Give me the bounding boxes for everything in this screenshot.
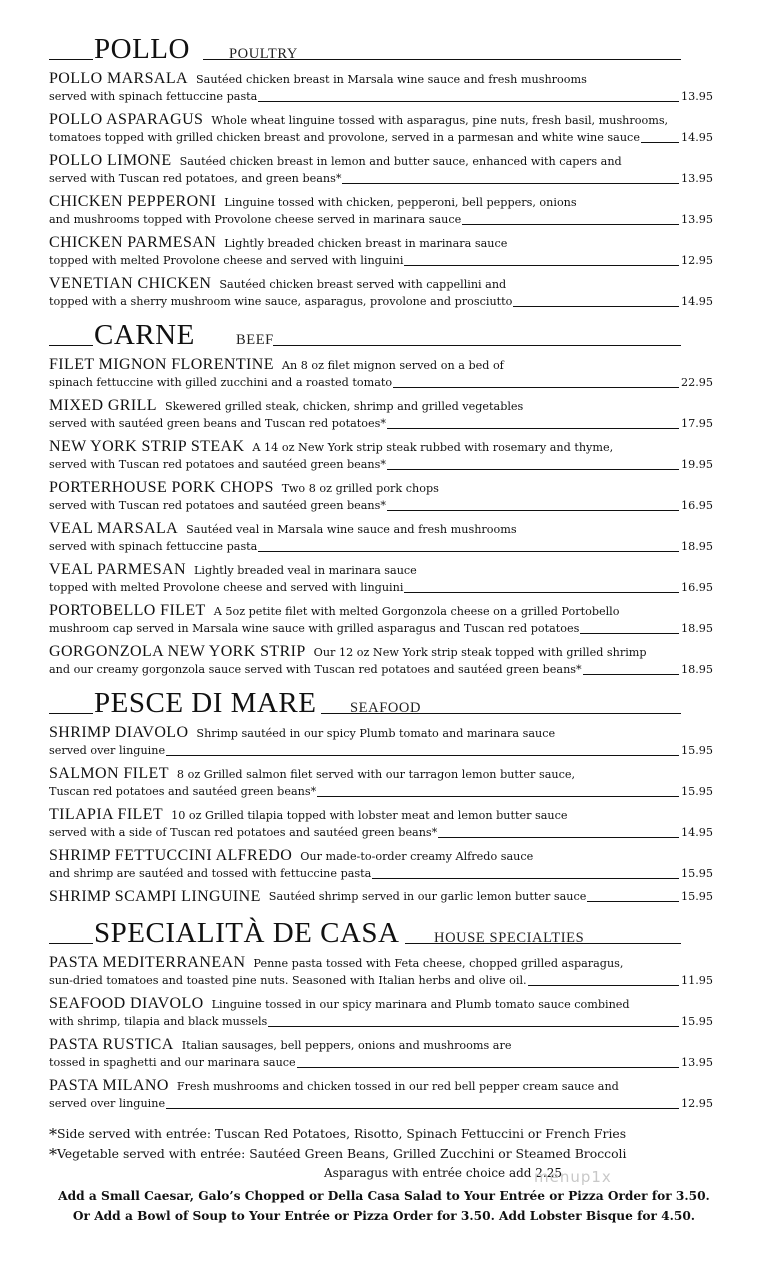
item-desc: Two 8 oz grilled pork chops — [281, 482, 439, 495]
item-price: 12.95 — [680, 1097, 713, 1110]
header-rule — [321, 713, 681, 714]
item-desc: and our creamy gorgonzola sauce served with Tuscan red potatoes and sautéed green beans* — [49, 663, 582, 676]
item-name: SALMON FILET — [49, 765, 169, 782]
menu-item — [49, 561, 713, 602]
menu-item — [49, 397, 713, 438]
item-price: 13.95 — [680, 172, 713, 185]
item-name: PASTA RUSTICA — [49, 1036, 174, 1053]
menu-item — [49, 234, 713, 275]
header-rule — [49, 59, 93, 60]
leader-line — [258, 551, 679, 552]
item-price: 13.95 — [680, 213, 713, 226]
item-name: SEAFOOD DIAVOLO — [49, 995, 204, 1012]
section-subtitle: POULTRY — [229, 46, 298, 62]
item-name: MIXED GRILL — [49, 397, 157, 414]
leader-line — [404, 265, 679, 266]
watermark: menup1x — [534, 1168, 612, 1186]
item-name: POLLO ASPARAGUS — [49, 111, 204, 128]
item-desc: Lightly breaded chicken breast in marinara sauce — [224, 237, 508, 250]
item-price: 14.95 — [680, 826, 713, 839]
header-rule — [49, 345, 93, 346]
item-desc: Linguine tossed with chicken, pepperoni, bell peppers, onions — [224, 196, 577, 209]
leader-line — [513, 306, 679, 307]
leader-line — [438, 837, 679, 838]
leader-line — [387, 428, 679, 429]
menu-item — [49, 438, 713, 479]
item-price: 11.95 — [680, 974, 713, 987]
item-desc: Our 12 oz New York strip steak topped with grilled shrimp — [313, 646, 647, 659]
item-desc: topped with melted Provolone cheese and served with linguini — [49, 254, 404, 267]
item-name: CHICKEN PARMESAN — [49, 234, 217, 251]
item-price: 12.95 — [680, 254, 713, 267]
leader-line — [297, 1067, 679, 1068]
section-header — [49, 30, 713, 66]
menu-item — [49, 602, 713, 643]
section-carne — [49, 316, 713, 684]
menu-item — [49, 995, 713, 1036]
item-price: 15.95 — [680, 1015, 713, 1028]
leader-line — [462, 224, 679, 225]
item-name: PORTERHOUSE PORK CHOPS — [49, 479, 274, 496]
leader-line — [387, 510, 679, 511]
item-name: SHRIMP SCAMPI LINGUINE — [49, 888, 261, 905]
leader-line — [528, 985, 679, 986]
section-title: CARNE — [94, 319, 195, 351]
item-price: 18.95 — [680, 622, 713, 635]
item-desc: Sautéed chicken breast served with cappellini and — [219, 278, 507, 291]
side-note — [49, 1124, 729, 1144]
item-name: VENETIAN CHICKEN — [49, 275, 212, 292]
menu-item — [49, 275, 713, 316]
leader-line — [166, 755, 679, 756]
menu-item — [49, 765, 713, 806]
item-desc: served with Tuscan red potatoes and sautéed green beans* — [49, 499, 386, 512]
salad-note: Add a Small Caesar, Galo’s Chopped or Della Casa Salad to Your Entrée or Pizza Order for 3.50. — [58, 1189, 710, 1203]
menu-item — [49, 1077, 713, 1118]
leader-line — [583, 674, 679, 675]
leader-line — [641, 142, 679, 143]
menu-item — [49, 70, 713, 111]
item-price: 16.95 — [680, 581, 713, 594]
item-desc: Shrimp sautéed in our spicy Plumb tomato and marinara sauce — [196, 727, 556, 740]
section-subtitle: HOUSE SPECIALTIES — [434, 930, 585, 946]
item-desc: Tuscan red potatoes and sautéed green beans* — [49, 785, 317, 798]
item-price: 14.95 — [680, 295, 713, 308]
leader-line — [387, 469, 679, 470]
vegetable-note — [49, 1144, 729, 1164]
side-note-text: Side served with entrée: Tuscan Red Potatoes, Risotto, Spinach Fettuccini or French Fries — [57, 1126, 627, 1141]
item-desc: 10 oz Grilled tilapia topped with lobster meat and lemon butter sauce — [171, 809, 568, 822]
item-desc: Linguine tossed in our spicy marinara and Plumb tomato sauce combined — [211, 998, 630, 1011]
footnotes — [49, 1124, 729, 1182]
section-specialita-de-casa — [49, 914, 713, 1118]
section-header — [49, 316, 713, 352]
leader-line — [166, 1108, 679, 1109]
item-name: VEAL MARSALA — [49, 520, 179, 537]
item-desc: topped with melted Provolone cheese and served with linguini — [49, 581, 404, 594]
item-desc: and shrimp are sautéed and tossed with fettuccine pasta — [49, 867, 372, 880]
item-name: POLLO LIMONE — [49, 152, 172, 169]
leader-line — [587, 901, 679, 902]
menu-item — [49, 954, 713, 995]
item-desc: 8 oz Grilled salmon filet served with our tarragon lemon butter sauce, — [176, 768, 576, 781]
item-desc: served over linguine — [49, 1097, 166, 1110]
header-rule — [273, 345, 681, 346]
menu-item — [49, 356, 713, 397]
item-desc: with shrimp, tilapia and black mussels — [49, 1015, 268, 1028]
item-name: POLLO MARSALA — [49, 70, 188, 87]
item-desc: topped with a sherry mushroom wine sauce, asparagus, provolone and prosciutto — [49, 295, 513, 308]
leader-line — [317, 796, 679, 797]
item-price: 22.95 — [680, 376, 713, 389]
item-price: 18.95 — [680, 540, 713, 553]
item-desc: tomatoes topped with grilled chicken breast and provolone, served in a parmesan and white wine sauce — [49, 131, 640, 144]
asparagus-note: Asparagus with entrée choice add 2.25 — [324, 1166, 563, 1180]
item-desc: Our made-to-order creamy Alfredo sauce — [300, 850, 534, 863]
item-desc: served with a side of Tuscan red potatoes and sautéed green beans* — [49, 826, 438, 839]
menu-item — [49, 520, 713, 561]
item-desc: served with sautéed green beans and Tuscan red potatoes* — [49, 417, 386, 430]
section-pesce-di-mare — [49, 684, 713, 916]
item-price: 16.95 — [680, 499, 713, 512]
item-desc: A 5oz petite filet with melted Gorgonzola cheese on a grilled Portobello — [213, 605, 620, 618]
item-desc: spinach fettuccine with gilled zucchini and a roasted tomato — [49, 376, 393, 389]
vegetable-note-text: Vegetable served with entrée: Sautéed Green Beans, Grilled Zucchini or Steamed Broccoli — [57, 1146, 627, 1161]
item-desc: Whole wheat linguine tossed with asparagus, pine nuts, fresh basil, mushrooms, — [211, 114, 669, 127]
leader-line — [372, 878, 679, 879]
section-subtitle: SEAFOOD — [350, 700, 422, 716]
menu-item — [49, 1036, 713, 1077]
item-price: 17.95 — [680, 417, 713, 430]
item-price: 18.95 — [680, 663, 713, 676]
item-desc: served with Tuscan red potatoes, and green beans* — [49, 172, 342, 185]
menu-item — [49, 152, 713, 193]
menu-item — [49, 847, 713, 888]
item-name: PORTOBELLO FILET — [49, 602, 206, 619]
leader-line — [393, 387, 679, 388]
header-rule — [203, 59, 681, 60]
item-price: 15.95 — [680, 867, 713, 880]
menu-item — [49, 111, 713, 152]
item-name: SHRIMP DIAVOLO — [49, 724, 189, 741]
leader-line — [342, 183, 679, 184]
menu-item — [49, 479, 713, 520]
menu-item — [49, 193, 713, 234]
header-rule — [49, 713, 93, 714]
item-price: 14.95 — [680, 131, 713, 144]
item-price: 15.95 — [680, 785, 713, 798]
leader-line — [580, 633, 679, 634]
item-name: FILET MIGNON FLORENTINE — [49, 356, 274, 373]
section-header — [49, 684, 713, 720]
item-desc: Sautéed veal in Marsala wine sauce and fresh mushrooms — [186, 523, 517, 536]
leader-line — [404, 592, 679, 593]
menu-item — [49, 806, 713, 847]
menu-item — [49, 724, 713, 765]
section-title: POLLO — [94, 33, 190, 65]
item-price: 15.95 — [680, 744, 713, 757]
leader-line — [258, 101, 679, 102]
item-desc: sun-dried tomatoes and toasted pine nuts. Seasoned with Italian herbs and olive oil. — [49, 974, 527, 987]
section-pollo — [49, 30, 713, 316]
item-desc: served over linguine — [49, 744, 166, 757]
section-header — [49, 914, 713, 950]
item-desc: and mushrooms topped with Provolone cheese served in marinara sauce — [49, 213, 462, 226]
item-desc: Italian sausages, bell peppers, onions and mushrooms are — [181, 1039, 512, 1052]
asterisk: * — [49, 1125, 57, 1144]
menu-item — [49, 643, 713, 684]
item-desc: tossed in spaghetti and our marinara sauce — [49, 1056, 296, 1069]
item-price: 13.95 — [680, 1056, 713, 1069]
section-title: PESCE DI MARE — [94, 687, 317, 719]
item-desc: Sautéed chicken breast in lemon and butter sauce, enhanced with capers and — [179, 155, 622, 168]
header-rule — [49, 943, 93, 944]
item-desc: served with spinach fettuccine pasta — [49, 90, 258, 103]
item-name: PASTA MILANO — [49, 1077, 169, 1094]
section-subtitle: BEEF — [236, 332, 274, 348]
item-name: VEAL PARMESAN — [49, 561, 186, 578]
soup-note: Or Add a Bowl of Soup to Your Entrée or Pizza Order for 3.50. Add Lobster Bisque for 4.50. — [72, 1209, 696, 1223]
item-name: CHICKEN PEPPERONI — [49, 193, 217, 210]
item-price: 19.95 — [680, 458, 713, 471]
item-desc: Sautéed chicken breast in Marsala wine sauce and fresh mushrooms — [196, 73, 587, 86]
asterisk: * — [49, 1145, 57, 1164]
item-name: SHRIMP FETTUCCINI ALFREDO — [49, 847, 293, 864]
item-name: TILAPIA FILET — [49, 806, 164, 823]
item-desc: served with Tuscan red potatoes and sautéed green beans* — [49, 458, 386, 471]
item-desc: Fresh mushrooms and chicken tossed in our red bell pepper cream sauce and — [176, 1080, 619, 1093]
section-title: SPECIALITÀ DE CASA — [94, 917, 400, 949]
item-name: PASTA MEDITERRANEAN — [49, 954, 246, 971]
item-desc: served with spinach fettuccine pasta — [49, 540, 258, 553]
menu-item — [49, 888, 713, 916]
item-desc: A 14 oz New York strip steak rubbed with rosemary and thyme, — [252, 441, 614, 454]
item-price: 13.95 — [680, 90, 713, 103]
item-desc: Sautéed shrimp served in our garlic lemon butter sauce — [268, 890, 587, 903]
item-name: NEW YORK STRIP STEAK — [49, 438, 245, 455]
header-rule — [405, 943, 681, 944]
leader-line — [268, 1026, 679, 1027]
item-name: GORGONZOLA NEW YORK STRIP — [49, 643, 306, 660]
item-desc: mushroom cap served in Marsala wine sauce with grilled asparagus and Tuscan red potatoes — [49, 622, 580, 635]
add-on-notes — [0, 1186, 768, 1226]
item-desc: An 8 oz filet mignon served on a bed of — [281, 359, 504, 372]
item-price: 15.95 — [680, 890, 713, 903]
item-desc: Skewered grilled steak, chicken, shrimp and grilled vegetables — [164, 400, 524, 413]
item-desc: Lightly breaded veal in marinara sauce — [193, 564, 417, 577]
item-desc: Penne pasta tossed with Feta cheese, chopped grilled asparagus, — [253, 957, 624, 970]
